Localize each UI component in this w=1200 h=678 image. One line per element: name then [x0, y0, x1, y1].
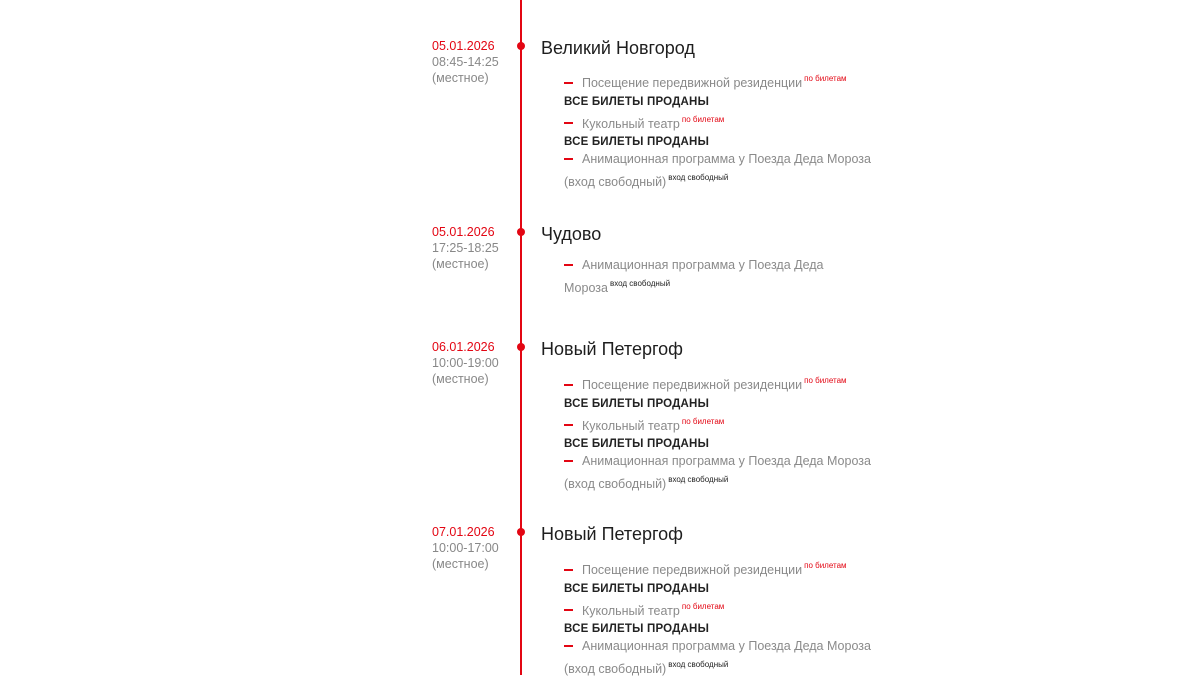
sold-out-label: ВСЕ БИЛЕТЫ ПРОДАНЫ — [564, 136, 710, 148]
stop-timezone-note: (местное) — [432, 372, 489, 386]
stop-timezone-note: (местное) — [432, 557, 489, 571]
dash-icon — [564, 460, 573, 462]
ticket-badge: по билетам — [804, 74, 847, 83]
event-name: Кукольный театр — [582, 603, 680, 618]
event-item[interactable] — [564, 257, 824, 297]
free-entry-badge: вход свободный — [668, 474, 729, 484]
event-item[interactable] — [564, 638, 904, 678]
dash-icon — [564, 569, 573, 571]
stop-date: 05.01.2026 — [432, 39, 495, 53]
stop-date: 07.01.2026 — [432, 525, 495, 539]
stop-date: 05.01.2026 — [432, 225, 495, 239]
free-entry-badge: вход свободный — [668, 659, 729, 669]
event-list — [564, 372, 904, 493]
dash-icon — [564, 645, 573, 647]
stop-city: Новый Петергоф — [541, 339, 683, 359]
timeline-line — [520, 0, 522, 675]
free-entry-badge: вход свободный — [668, 172, 729, 182]
timeline-dot — [517, 528, 525, 536]
event-name: Кукольный театр — [582, 116, 680, 131]
dash-icon — [564, 384, 573, 386]
event-list — [564, 257, 824, 297]
stop-datetime — [432, 38, 512, 86]
event-item[interactable] — [564, 598, 904, 639]
stop-timezone-note: (местное) — [432, 257, 489, 271]
event-item[interactable] — [564, 557, 904, 598]
timeline-dot — [517, 343, 525, 351]
dash-icon — [564, 82, 573, 84]
sold-out-label: ВСЕ БИЛЕТЫ ПРОДАНЫ — [564, 582, 710, 595]
sold-out-label: ВСЕ БИЛЕТЫ ПРОДАНЫ — [564, 623, 710, 635]
event-item[interactable] — [564, 111, 904, 152]
ticket-badge: по билетам — [804, 376, 847, 385]
ticket-badge: по билетам — [804, 561, 847, 570]
stop-datetime — [432, 224, 512, 272]
ticket-badge: по билетам — [681, 416, 725, 426]
ticket-badge: по билетам — [681, 114, 725, 124]
stop-time: 08:45-14:25 — [432, 55, 499, 69]
stop-datetime — [432, 524, 512, 572]
stop-time: 17:25-18:25 — [432, 241, 499, 255]
dash-icon — [564, 264, 573, 266]
stop-city: Чудово — [541, 224, 602, 244]
event-name: Кукольный театр — [582, 418, 680, 433]
stop-datetime — [432, 339, 512, 387]
stop-city: Новый Петергоф — [541, 524, 683, 544]
event-item[interactable] — [564, 70, 904, 111]
event-item[interactable] — [564, 413, 904, 454]
event-name: Посещение передвижной резиденции — [582, 76, 803, 90]
stop-time: 10:00-17:00 — [432, 541, 499, 555]
sold-out-label: ВСЕ БИЛЕТЫ ПРОДАНЫ — [564, 438, 710, 450]
dash-icon — [564, 122, 573, 124]
stop-time: 10:00-19:00 — [432, 356, 499, 370]
event-name: Анимационная программа у Поезда Деда Мороза (вход свободный) — [564, 454, 871, 491]
sold-out-label: ВСЕ БИЛЕТЫ ПРОДАНЫ — [564, 95, 710, 108]
event-list — [564, 557, 904, 678]
ticket-badge: по билетам — [681, 601, 725, 611]
event-name: Посещение передвижной резиденции — [582, 378, 803, 392]
timeline-dot — [517, 42, 525, 50]
event-name: Посещение передвижной резиденции — [582, 563, 803, 577]
dash-icon — [564, 609, 573, 611]
event-item[interactable] — [564, 453, 904, 493]
event-item[interactable] — [564, 372, 904, 413]
event-list — [564, 70, 904, 191]
stop-timezone-note: (местное) — [432, 71, 489, 85]
stop-date: 06.01.2026 — [432, 340, 495, 354]
dash-icon — [564, 158, 573, 160]
dash-icon — [564, 424, 573, 426]
free-entry-badge: вход свободный — [609, 278, 671, 288]
event-name: Анимационная программа у Поезда Деда Мороза — [564, 258, 824, 295]
event-name: Анимационная программа у Поезда Деда Мороза (вход свободный) — [564, 639, 871, 676]
stop-city: Великий Новгород — [541, 38, 695, 58]
event-item[interactable] — [564, 151, 904, 191]
timeline-dot — [517, 228, 525, 236]
sold-out-label: ВСЕ БИЛЕТЫ ПРОДАНЫ — [564, 397, 710, 410]
event-name: Анимационная программа у Поезда Деда Мороза (вход свободный) — [564, 152, 871, 189]
